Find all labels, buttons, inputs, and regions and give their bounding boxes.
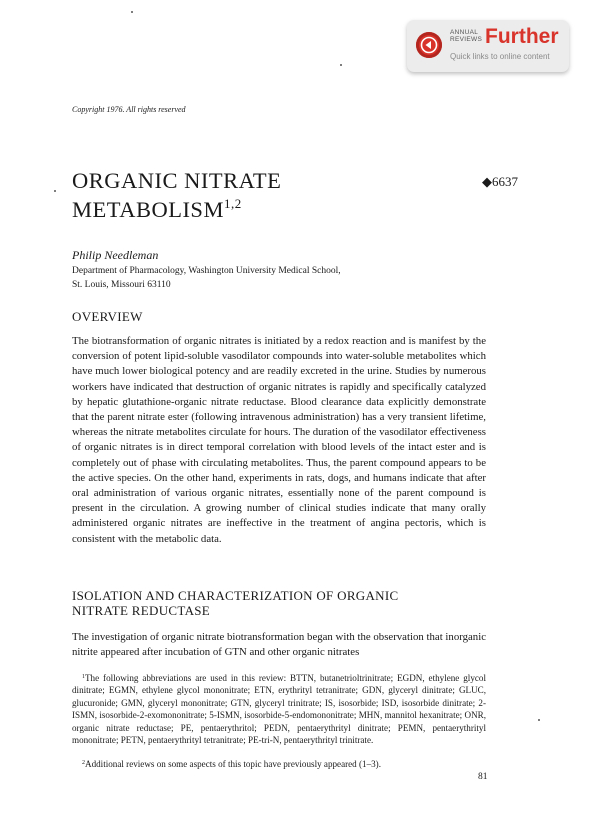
affiliation-line-1: Department of Pharmacology, Washington University Medical School, — [72, 266, 341, 276]
isolation-heading — [72, 588, 398, 618]
scan-speck — [131, 11, 133, 13]
article-title — [72, 166, 452, 224]
footnote-2 — [72, 758, 462, 770]
title-line-2-text: METABOLISM — [72, 197, 224, 222]
isolation-paragraph: The investigation of organic nitrate biotransformation began with the observation that inorganic nitrite appeared after incubation of GTN and other organic nitrates — [72, 631, 486, 659]
overview-heading: OVERVIEW — [72, 309, 143, 324]
banner-annual: ANNUAL — [450, 29, 479, 36]
footnote-1-mark: 1 — [82, 674, 85, 680]
page-number: 81 — [478, 772, 488, 782]
overview-paragraph: The biotransformation of organic nitrates is initiated by a redox reaction and is manifest by the conversion of potent lipid-soluble vasodilator compounds into water-soluble metabolites which have much lower biological potency and are readily excreted in the urine. Studies by numerous workers have indicated that destruction of organic nitrates is rapidly and specifically catalyzed by hepatic glutathione-organic nitrate reductase. Blood clearance data explicitly demonstrate that the parent nitrate ester (following intravenous administration) has a very transient lifetime, whereas the nitrate metabolites circulate for hours. The duration of the vasodilator effectiveness of organic nitrates is in direct temporal correlation with blood levels of the intact ester and is completely out of phase with circulating metabolites. Thus, the parent compound appears to be the active species. On the other hand, experiments in rats, dogs, and humans indicate that after oral administration of various organic nitrates, essentially none of the parent compound is present in the circulation. A growing number of clinical studies indicate that many orally administered organic nitrates are ineffective in the treatment of angina pectoris, which is consistent with the metabolic data. — [72, 335, 486, 545]
title-line-2 — [72, 195, 452, 224]
author-affiliation — [72, 264, 341, 292]
copyright-notice: Copyright 1976. All rights reserved — [72, 105, 186, 114]
title-footnote-marks: 1,2 — [223, 196, 242, 211]
isolation-heading-line-2: NITRATE REDUCTASE — [72, 603, 211, 618]
scan-speck — [538, 719, 540, 721]
article-id: ◆6637 — [482, 174, 518, 189]
footnote-2-text: Additional reviews on some aspects of this topic have previously appeared (1–3). — [85, 759, 381, 769]
footnote-1 — [72, 672, 486, 746]
footnote-1-text: The following abbreviations are used in this review: BTTN, butanetrioltrinitrate; EGDN, ethylene glycol dinitrate; EGMN, ethylene glycol mononitrate; ETN, erythrityl tetranitrate; GDN, glyceryl dinitrate; GLUC, glucuronide; GMN, glyceryl mononitrate; GTN, glyceryl trinitrate; IS, isosorbide; ISD, isosorbide dinitrate; 2-ISMN, isosorbide-2-exomononitrate; 5-ISMN, isosorbide-5-endomononitrate; MHN, mannitol hexanitrate; ONR, organic nitrate reductase; PE, pentaerythritol; PEDN, pentaerythrityl dinitrate; PEMN, pentaerythrityl mononitrate; PETN, pentaerythrityl tetranitrate; PE-tri-N, pentaerythrityl trinitrate. — [72, 673, 486, 746]
author-name: Philip Needleman — [72, 248, 159, 262]
banner-reviews: REVIEWS — [450, 36, 483, 43]
further-word: Further — [485, 25, 559, 48]
further-banner[interactable] — [407, 20, 569, 72]
annual-reviews-logo-text — [450, 29, 482, 43]
isolation-heading-line-1: ISOLATION AND CHARACTERIZATION OF ORGANIC — [72, 588, 399, 603]
footnote-2-mark: 2 — [82, 760, 85, 766]
affiliation-line-2: St. Louis, Missouri 63110 — [72, 280, 171, 290]
further-play-icon — [416, 32, 442, 58]
scan-speck — [340, 64, 342, 66]
scan-speck — [54, 190, 56, 192]
title-line-1: ORGANIC NITRATE — [72, 168, 282, 193]
further-tagline: Quick links to online content — [450, 52, 550, 61]
